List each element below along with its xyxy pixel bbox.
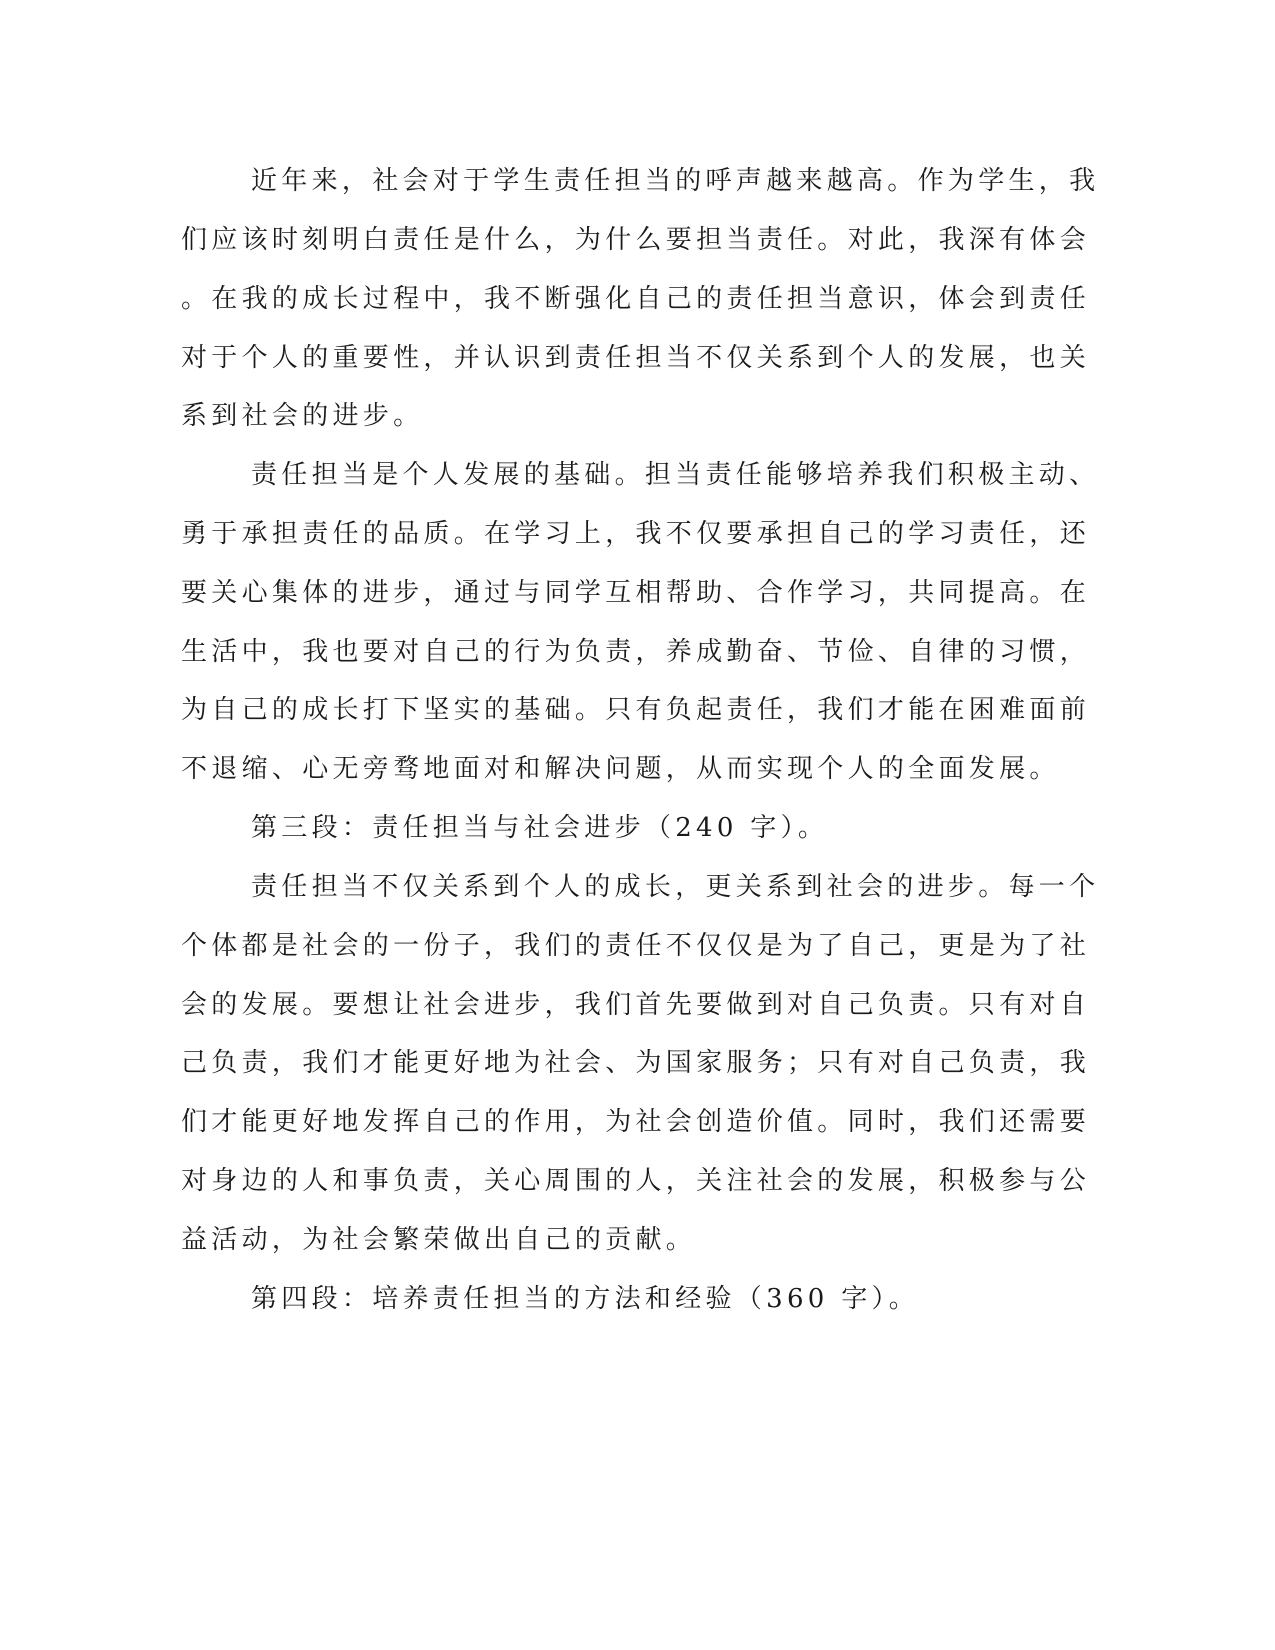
text-line: 责任担当是个人发展的基础。担当责任能够培养我们积极主动、	[251, 460, 1100, 490]
text-line: 。在我的成长过程中，我不断强化自己的责任担当意识，体会到责任	[181, 284, 1091, 314]
text-line: 己负责，我们才能更好地为社会、为国家服务；只有对自己负责，我	[181, 1048, 1091, 1078]
text-line: 对于个人的重要性，并认识到责任担当不仅关系到个人的发展，也关	[181, 343, 1091, 373]
text-line: 对身边的人和事负责，关心周围的人，关注社会的发展，积极参与公	[181, 1166, 1091, 1196]
text-line: 益活动，为社会繁荣做出自己的贡献。	[181, 1225, 697, 1255]
text-line: 们应该时刻明白责任是什么，为什么要担当责任。对此，我深有体会	[181, 225, 1091, 255]
text-line: 勇于承担责任的品质。在学习上，我不仅要承担自己的学习责任，还	[181, 519, 1091, 549]
text-line: 系到社会的进步。	[181, 401, 424, 431]
text-line: 个体都是社会的一份子，我们的责任不仅仅是为了自己，更是为了社	[181, 931, 1091, 961]
text-line: 为自己的成长打下坚实的基础。只有负起责任，我们才能在困难面前	[181, 695, 1091, 725]
text-line: 生活中，我也要对自己的行为负责，养成勤奋、节俭、自律的习惯，	[181, 637, 1091, 667]
section-heading: 第四段：培养责任担当的方法和经验（360 字）。	[251, 1284, 920, 1314]
text-line: 会的发展。要想让社会进步，我们首先要做到对自己负责。只有对自	[181, 990, 1091, 1020]
text-line: 近年来，社会对于学生责任担当的呼声越来越高。作为学生，我	[251, 166, 1100, 196]
section-heading: 第三段：责任担当与社会进步（240 字）。	[251, 813, 829, 843]
text-line: 们才能更好地发挥自己的作用，为社会创造价值。同时，我们还需要	[181, 1107, 1091, 1137]
text-line: 要关心集体的进步，通过与同学互相帮助、合作学习，共同提高。在	[181, 578, 1091, 608]
text-line: 不退缩、心无旁骛地面对和解决问题，从而实现个人的全面发展。	[181, 754, 1060, 784]
text-line: 责任担当不仅关系到个人的成长，更关系到社会的进步。每一个	[251, 872, 1100, 902]
